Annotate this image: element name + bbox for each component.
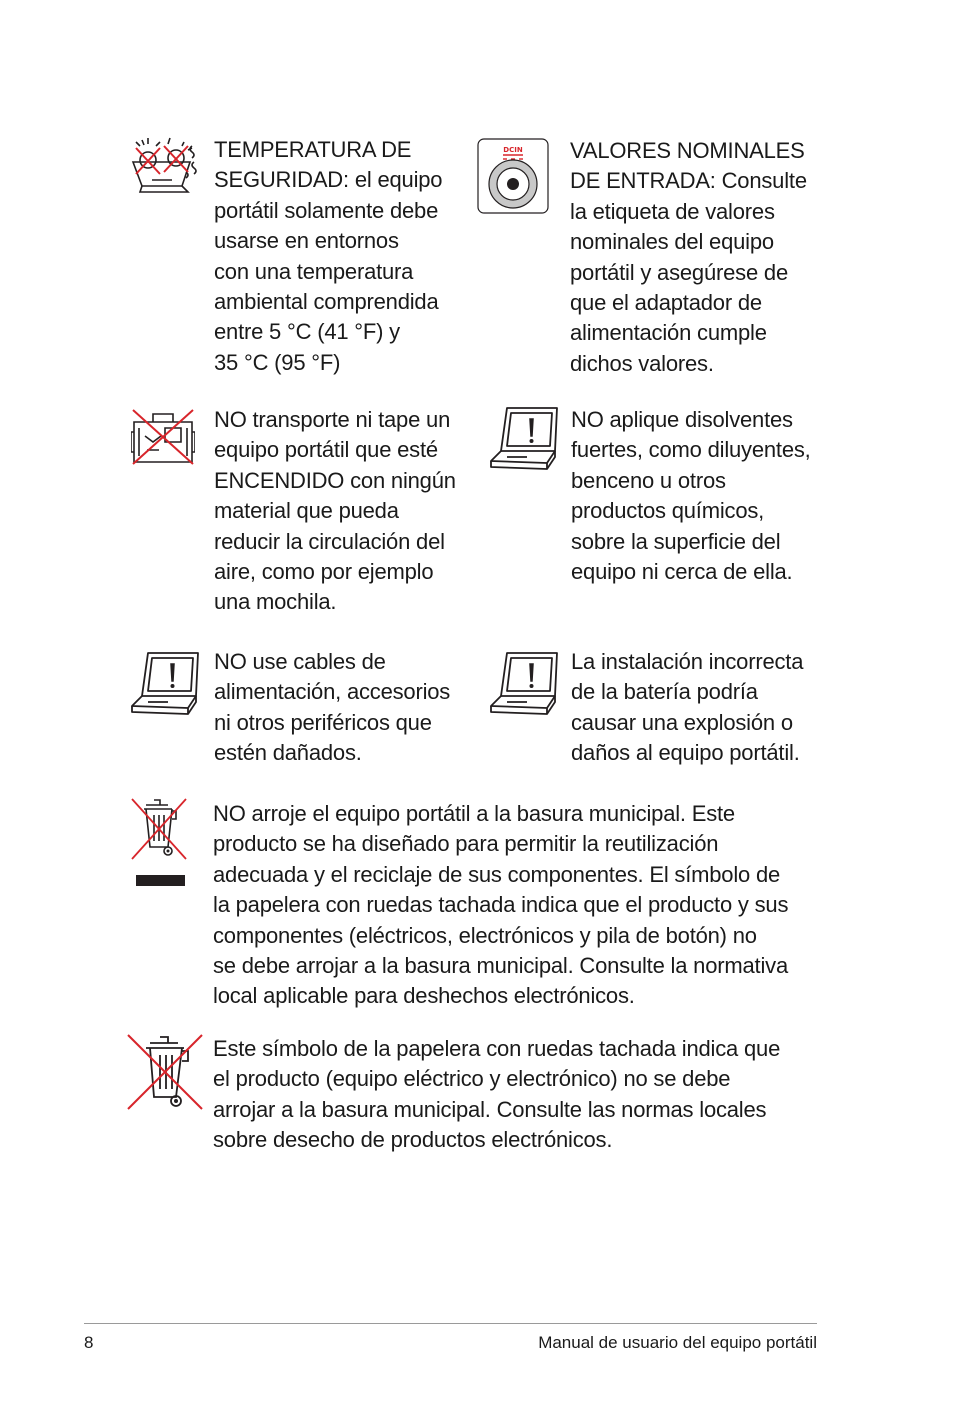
no-solvents-text: NO aplique disolventes fuertes, como diluyentes, benceno u otros productos químicos, sobre la superficie del equipo ni cerca de ella. (571, 407, 811, 585)
dcin-port-icon (477, 138, 549, 214)
page-number: 8 (84, 1333, 94, 1352)
manual-title: Manual de usuario del equipo portátil (538, 1333, 817, 1352)
laptop-warning-icon (128, 650, 204, 720)
laptop-warning-icon (487, 650, 563, 720)
no-bag-icon (131, 406, 195, 466)
temperature-text: TEMPERATURA DE SEGURIDAD: el equipo portátil solamente debe usarse en entornos con una temperatura ambiental comprendida entre 5 °C (41 °F) y 35 °C (95 °F) (214, 137, 443, 375)
dcin-label: DCIN (503, 146, 523, 154)
laptop-warning-icon (487, 405, 563, 475)
footer-divider (84, 1323, 817, 1324)
crossed-bin-icon (130, 797, 188, 889)
wheelie-bin-text: Este símbolo de la papelera con ruedas tachada indica que el producto (equipo eléctrico y electrónico) no se debe arrojar a la basura municipal. Consulte las normas locales sobre desecho de productos electrónicos. (213, 1036, 781, 1153)
disposal-text: NO arroje el equipo portátil a la basura municipal. Este producto se ha diseñado para permitir la reutilización adecuada y el reciclaje de sus componentes. El símbolo de la papelera con ruedas tachada indica que el producto y sus componentes (eléctricos, electrónicos y pila de botón) no se debe arrojar a la basura municipal. Consulte la normativa local aplicable para deshechos electrónicos. (213, 801, 789, 1009)
battery-text: La instalación incorrecta de la batería podría causar una explosión o daños al equipo portátil. (571, 649, 804, 766)
no-damaged-cables-text: NO use cables de alimentación, accesorios ni otros periféricos que estén dañados. (214, 649, 451, 766)
crossed-bin-icon (126, 1033, 204, 1111)
temperature-warning-icon (128, 136, 208, 198)
input-rating-text: VALORES NOMINALES DE ENTRADA: Consulte la etiqueta de valores nominales del equipo portátil y asegúrese de que el adaptador de alimentación cumple dichos valores. (570, 138, 807, 376)
no-carry-text: NO transporte ni tape un equipo portátil que esté ENCENDIDO con ningún material que pueda reducir la circulación del aire, como por ejemplo una mochila. (214, 407, 456, 615)
